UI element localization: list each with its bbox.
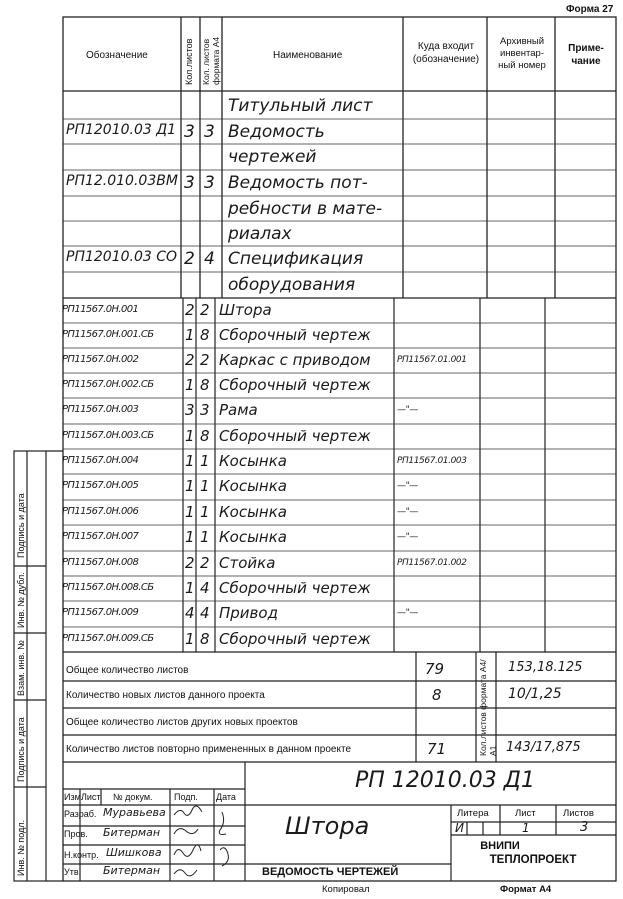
row-a4: 4 [204, 249, 215, 269]
name-appr: Битерман [103, 864, 161, 877]
row-designation: РП11567.0Н.009 [62, 607, 139, 618]
row-name: Титульный лист [228, 96, 373, 116]
side-inv-podl: Инв. № подл. [16, 819, 26, 876]
row-name: Сборочный чертеж [219, 326, 371, 344]
row-where-used: —"— [397, 405, 418, 415]
row-sheets: 3 [184, 122, 195, 142]
summary-total-a4: 153,18.125 [508, 660, 583, 675]
row-name: Привод [219, 604, 278, 622]
row-name: Ведомость [228, 122, 325, 142]
row-sheets: 4 [185, 604, 195, 622]
row-designation: РП11567.0Н.008 [62, 557, 139, 568]
row-sheets: 3 [185, 401, 195, 419]
role-dev: Разраб. [64, 809, 97, 819]
row-name: Штора [219, 301, 272, 319]
row-sheets: 1 [185, 579, 195, 597]
row-name: ребности в мате- [228, 199, 383, 219]
row-a4: 2 [200, 351, 210, 369]
row-designation: РП12010.03 СО [66, 249, 178, 265]
sheets-label: Листов [563, 808, 594, 819]
row-a4: 2 [200, 554, 210, 572]
row-name: Косынка [219, 452, 287, 470]
row-designation: РП11567.0Н.004 [62, 455, 139, 466]
row-designation: РП12.010.03ВМ [66, 173, 178, 189]
row-a4: 1 [200, 452, 210, 470]
litera-value: И [455, 821, 464, 835]
row-name: чертежей [228, 147, 317, 167]
row-where-used: РП11567.01.002 [397, 558, 467, 568]
name-dev: Муравьева [103, 806, 166, 819]
doc-subtitle: ВЕДОМОСТЬ ЧЕРТЕЖЕЙ [262, 866, 399, 878]
header-archive-2: инвентар- [500, 48, 544, 59]
side-vzam-inv: Взам. инв. № [16, 640, 26, 696]
row-designation: РП11567.0Н.006 [62, 506, 139, 517]
row-name: Косынка [219, 528, 287, 546]
row-designation: РП11567.0Н.002.СБ [62, 379, 154, 390]
row-a4: 3 [200, 401, 210, 419]
row-designation: РП12010.03 Д1 [66, 122, 177, 138]
form-number: Форма 27 [566, 4, 614, 15]
side-sign-date-2: Подпись и дата [16, 717, 26, 782]
row-a4: 4 [200, 579, 210, 597]
sheets-value: 3 [580, 820, 589, 835]
header-where-used: Куда входит (обозначение) [412, 41, 480, 65]
row-designation: РП11567.0Н.008.СБ [62, 582, 154, 593]
col-izm: Изм. [64, 792, 84, 802]
row-name: Сборочный чертеж [219, 630, 371, 648]
row-name: Рама [219, 401, 258, 419]
row-a4: 1 [200, 477, 210, 495]
col-list: Лист [81, 792, 101, 802]
summary-reused-label: Количество листов повторно примененных в данном проекте [66, 744, 351, 755]
row-name: Сборочный чертеж [219, 427, 371, 445]
row-designation: РП11567.0Н.005 [62, 480, 139, 491]
col-date: Дата [216, 792, 236, 802]
row-a4: 8 [200, 376, 210, 394]
header-archive-3: ный номер [498, 60, 546, 71]
format-label: Формат А4 [500, 884, 552, 895]
header-designation: Обозначение [86, 50, 148, 61]
summary-a4-col-label: Кол.листов формата А4/А1 [478, 659, 498, 756]
row-name: Косынка [219, 477, 287, 495]
row-sheets: 2 [185, 351, 195, 369]
row-a4: 2 [200, 301, 210, 319]
doc-title: Штора [285, 812, 370, 840]
summary-other-label: Общее количество листов других новых проектов [66, 717, 298, 728]
row-sheets: 1 [185, 477, 195, 495]
row-where-used: —"— [397, 507, 418, 517]
row-a4: 1 [200, 528, 210, 546]
name-norm: Шишкова [106, 846, 162, 859]
row-sheets: 1 [185, 326, 195, 344]
row-a4: 1 [200, 503, 210, 521]
row-a4: 8 [200, 326, 210, 344]
row-sheets: 1 [185, 528, 195, 546]
col-doc: № докум. [113, 792, 153, 802]
row-name: Косынка [219, 503, 287, 521]
row-sheets: 1 [185, 630, 195, 648]
row-a4: 3 [204, 122, 215, 142]
side-sign-date-1: Подпись и дата [16, 493, 26, 558]
summary-total-label: Общее количество листов [66, 665, 189, 676]
header-note: Приме- чание [568, 43, 604, 67]
sheet-value: 1 [522, 821, 530, 835]
sheet-label: Лист [515, 808, 536, 819]
row-sheets: 2 [185, 554, 195, 572]
row-name: Ведомость пот- [228, 173, 368, 193]
row-a4: 8 [200, 630, 210, 648]
summary-new-label: Количество новых листов данного проекта [66, 690, 265, 701]
row-where-used: —"— [397, 532, 418, 542]
org-line-2: ТЕПЛОПРОЕКТ [489, 854, 577, 866]
col-sign: Подп. [174, 792, 198, 802]
row-designation: РП11567.0Н.001.СБ [62, 329, 154, 340]
row-sheets: 1 [185, 503, 195, 521]
row-name: оборудования [228, 275, 356, 295]
row-designation: РП11567.0Н.003 [62, 404, 139, 415]
summary-total-value: 79 [425, 660, 445, 678]
row-a4: 3 [204, 173, 215, 193]
row-name: Каркас с приводом [219, 351, 371, 369]
header-sheets-a4: Кол. листов формата А4 [201, 36, 221, 85]
row-sheets: 1 [185, 427, 195, 445]
row-name: Стойка [219, 554, 276, 572]
row-designation: РП11567.0Н.001 [62, 304, 139, 315]
row-name: Спецификация [228, 249, 364, 269]
role-norm: Н.контр. [64, 850, 99, 860]
summary-new-value: 8 [432, 686, 442, 704]
row-sheets: 1 [185, 452, 195, 470]
row-name: риалах [228, 224, 292, 244]
org-line-1: ВНИПИ [480, 840, 520, 852]
row-name: Сборочный чертеж [219, 579, 371, 597]
row-sheets: 3 [184, 173, 195, 193]
name-check: Битерман [103, 826, 161, 839]
row-where-used: РП11567.01.003 [397, 456, 467, 466]
row-sheets: 1 [185, 376, 195, 394]
copied-label: Копировал [322, 884, 370, 895]
row-where-used: —"— [397, 608, 418, 618]
row-a4: 8 [200, 427, 210, 445]
summary-reused-value: 71 [427, 740, 447, 758]
summary-new-a4: 10/1,25 [508, 686, 562, 702]
row-a4: 4 [200, 604, 210, 622]
row-designation: РП11567.0Н.003.СБ [62, 430, 154, 441]
header-name: Наименование [273, 50, 343, 61]
row-sheets: 2 [184, 249, 195, 269]
row-designation: РП11567.0Н.002 [62, 354, 139, 365]
side-inv-dubl: Инв. № дубл. [16, 572, 26, 628]
row-designation: РП11567.0Н.009.СБ [62, 633, 154, 644]
row-where-used: РП11567.01.001 [397, 355, 467, 365]
summary-reused-a4: 143/17,875 [506, 740, 581, 755]
litera-label: Литера [457, 808, 489, 819]
row-sheets: 2 [185, 301, 195, 319]
row-designation: РП11567.0Н.007 [62, 531, 139, 542]
row-name: Сборочный чертеж [219, 376, 371, 394]
row-where-used: —"— [397, 481, 418, 491]
role-check: Пров. [64, 829, 88, 839]
header-sheets-count: Кол.листов [184, 38, 194, 85]
header-archive-1: Архивный [500, 36, 544, 47]
role-appr: Утв. [64, 867, 82, 877]
doc-code: РП 12010.03 Д1 [355, 768, 535, 793]
